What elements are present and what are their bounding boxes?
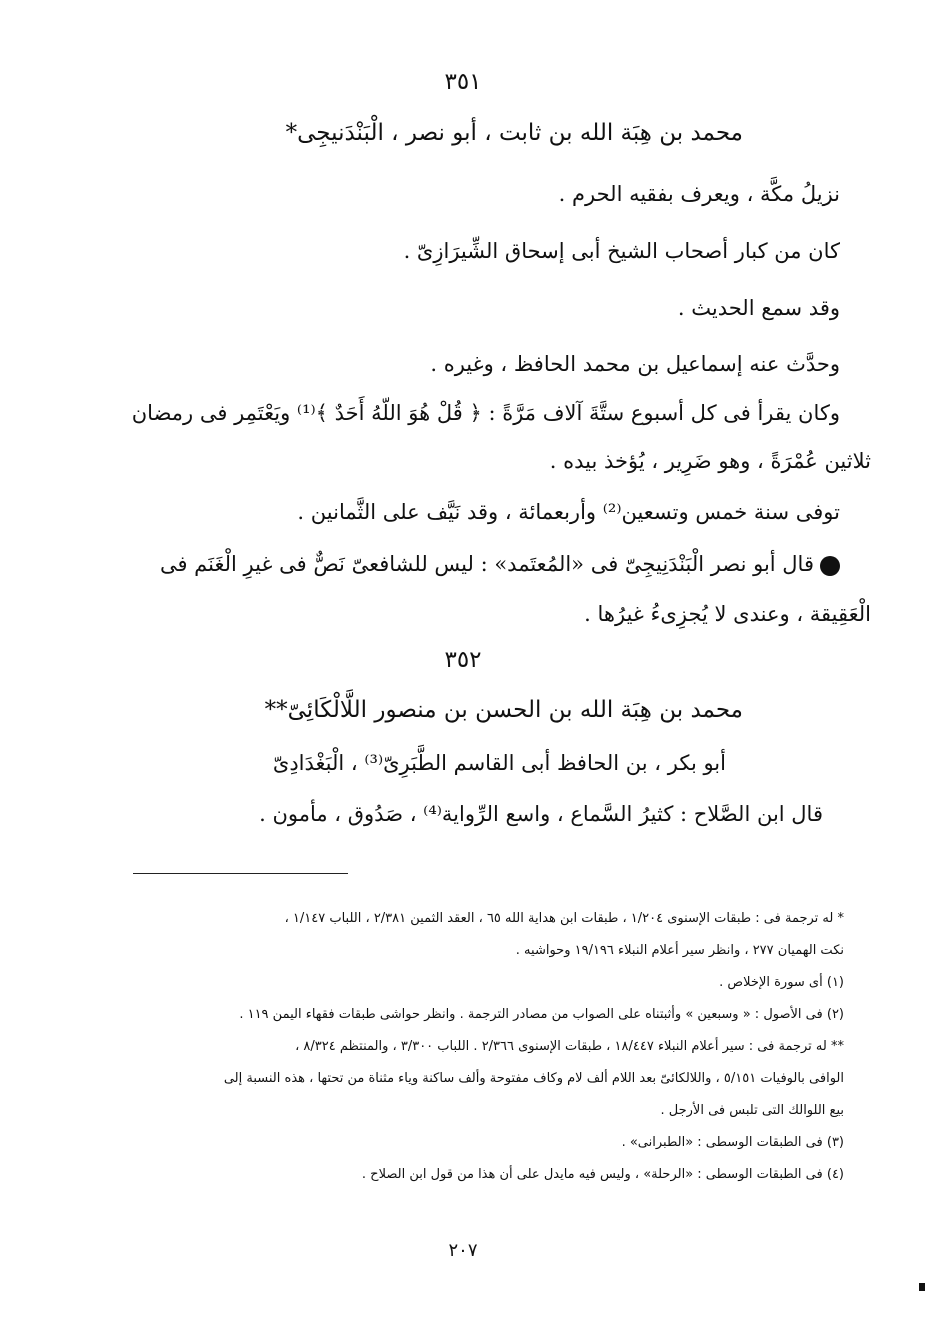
body-line: نزيلُ مكَّة ، ويعرف بفقيه الحرم . <box>558 182 840 206</box>
footnote-line: نكت الهميان ٢٧٧ ، وانظر سير أعلام النبلاء ١٩/١٩٦ وحواشيه . <box>515 943 844 958</box>
entry-heading-352: محمد بن هِبَة الله بن الحسن بن منصور اللَّالْكَائِىّ** <box>264 697 743 723</box>
body-line: توفى سنة خمس وتسعين⁽²⁾ وأربعمائة ، وقد نَيَّف على الثَّمانين . <box>297 500 840 524</box>
entry-heading-351: محمد بن هِبَة الله بن ثابت ، أبو نصر ، الْبَنْدَنيجِى* <box>285 120 743 146</box>
body-line: ثلاثين عُمْرَةً ، وهو ضَرِير ، يُؤخذ بيده . <box>549 449 871 473</box>
body-line: الْعَقِيقة ، وعندى لا يُجزِىءُ غيرُها . <box>584 602 871 626</box>
footnote-separator <box>133 873 348 874</box>
entry-number-351: ٣٥١ <box>444 69 482 95</box>
footnote-line: (٢) فى الأصول : « وسبعين » وأثبتناه على الصواب من مصادر الترجمة . وانظر حواشى طبقات فقهاء اليمن ١١٩ . <box>239 1007 844 1022</box>
body-line: وحدَّث عنه إسماعيل بن محمد الحافظ ، وغيره . <box>430 352 840 376</box>
footnote-line: (١) أى سورة الإخلاص . <box>719 975 844 990</box>
body-line: كان من كبار أصحاب الشيخ أبى إسحاق الشِّيرَازِىّ . <box>403 239 840 263</box>
footnote-line: (٤) فى الطبقات الوسطى : «الرحلة» ، وليس فيه مايدل على أن هذا من قول ابن الصلاح . <box>361 1167 844 1182</box>
footnote-line: (٣) فى الطبقات الوسطى : «الطبرانى» . <box>621 1135 844 1150</box>
body-line: قال ابن الصَّلاح : كثيرُ السَّماع ، واسع الرِّواية⁽⁴⁾ ، صَدُوق ، مأمون . <box>259 802 823 826</box>
footnote-line: * له ترجمة فى : طبقات الإسنوى ١/٢٠٤ ، طبقات ابن هداية الله ٦٥ ، العقد الثمين ٢/٣٨١ ، اللباب ١/١٤٧ ، <box>284 911 844 926</box>
footnote-line: بيع اللوالك التى تلبس فى الأرجل . <box>660 1103 844 1118</box>
scan-mark <box>919 1283 925 1291</box>
body-line: وكان يقرأ فى كل أسبوع ستَّةَ آلاف مَرَّةً : ﴿ قُلْ هُوَ اللّهُ أَحَدٌ ﴾⁽¹⁾ ويَعْتَمِر فى رمضان <box>131 401 840 425</box>
body-line: أبو بكر ، بن الحافظ أبى القاسم الطَّبَرِىّ⁽³⁾ ، الْبَغْدَادِىّ <box>272 751 726 775</box>
entry-number-352: ٣٥٢ <box>444 647 482 673</box>
opinion-text: قال أبو نصر الْبَنْدَنِيجِىّ فى «المُعتَمد» : ليس للشافعىّ نَصٌّ فى غيرِ الْغَنَم فى <box>159 552 814 576</box>
footnote-line: الوافى بالوفيات ٥/١٥١ ، واللالكائىّ بعد اللام ألف لام وكاف مفتوحة وألف ساكنة وياء مثناة من تحتها ، هذه النسبة إلى <box>223 1071 844 1086</box>
body-line: وقد سمع الحديث . <box>677 296 840 320</box>
opinion-line <box>0 544 926 584</box>
page-number: ٢٠٧ <box>448 1240 478 1261</box>
footnote-line: ** له ترجمة فى : سير أعلام النبلاء ١٨/٤٤٧ ، طبقات الإسنوى ٢/٣٦٦ . اللباب ٣/٣٠٠ ، والمنتظم ٨/٣٢٤ ، <box>295 1039 844 1054</box>
bullet-icon <box>820 556 840 576</box>
